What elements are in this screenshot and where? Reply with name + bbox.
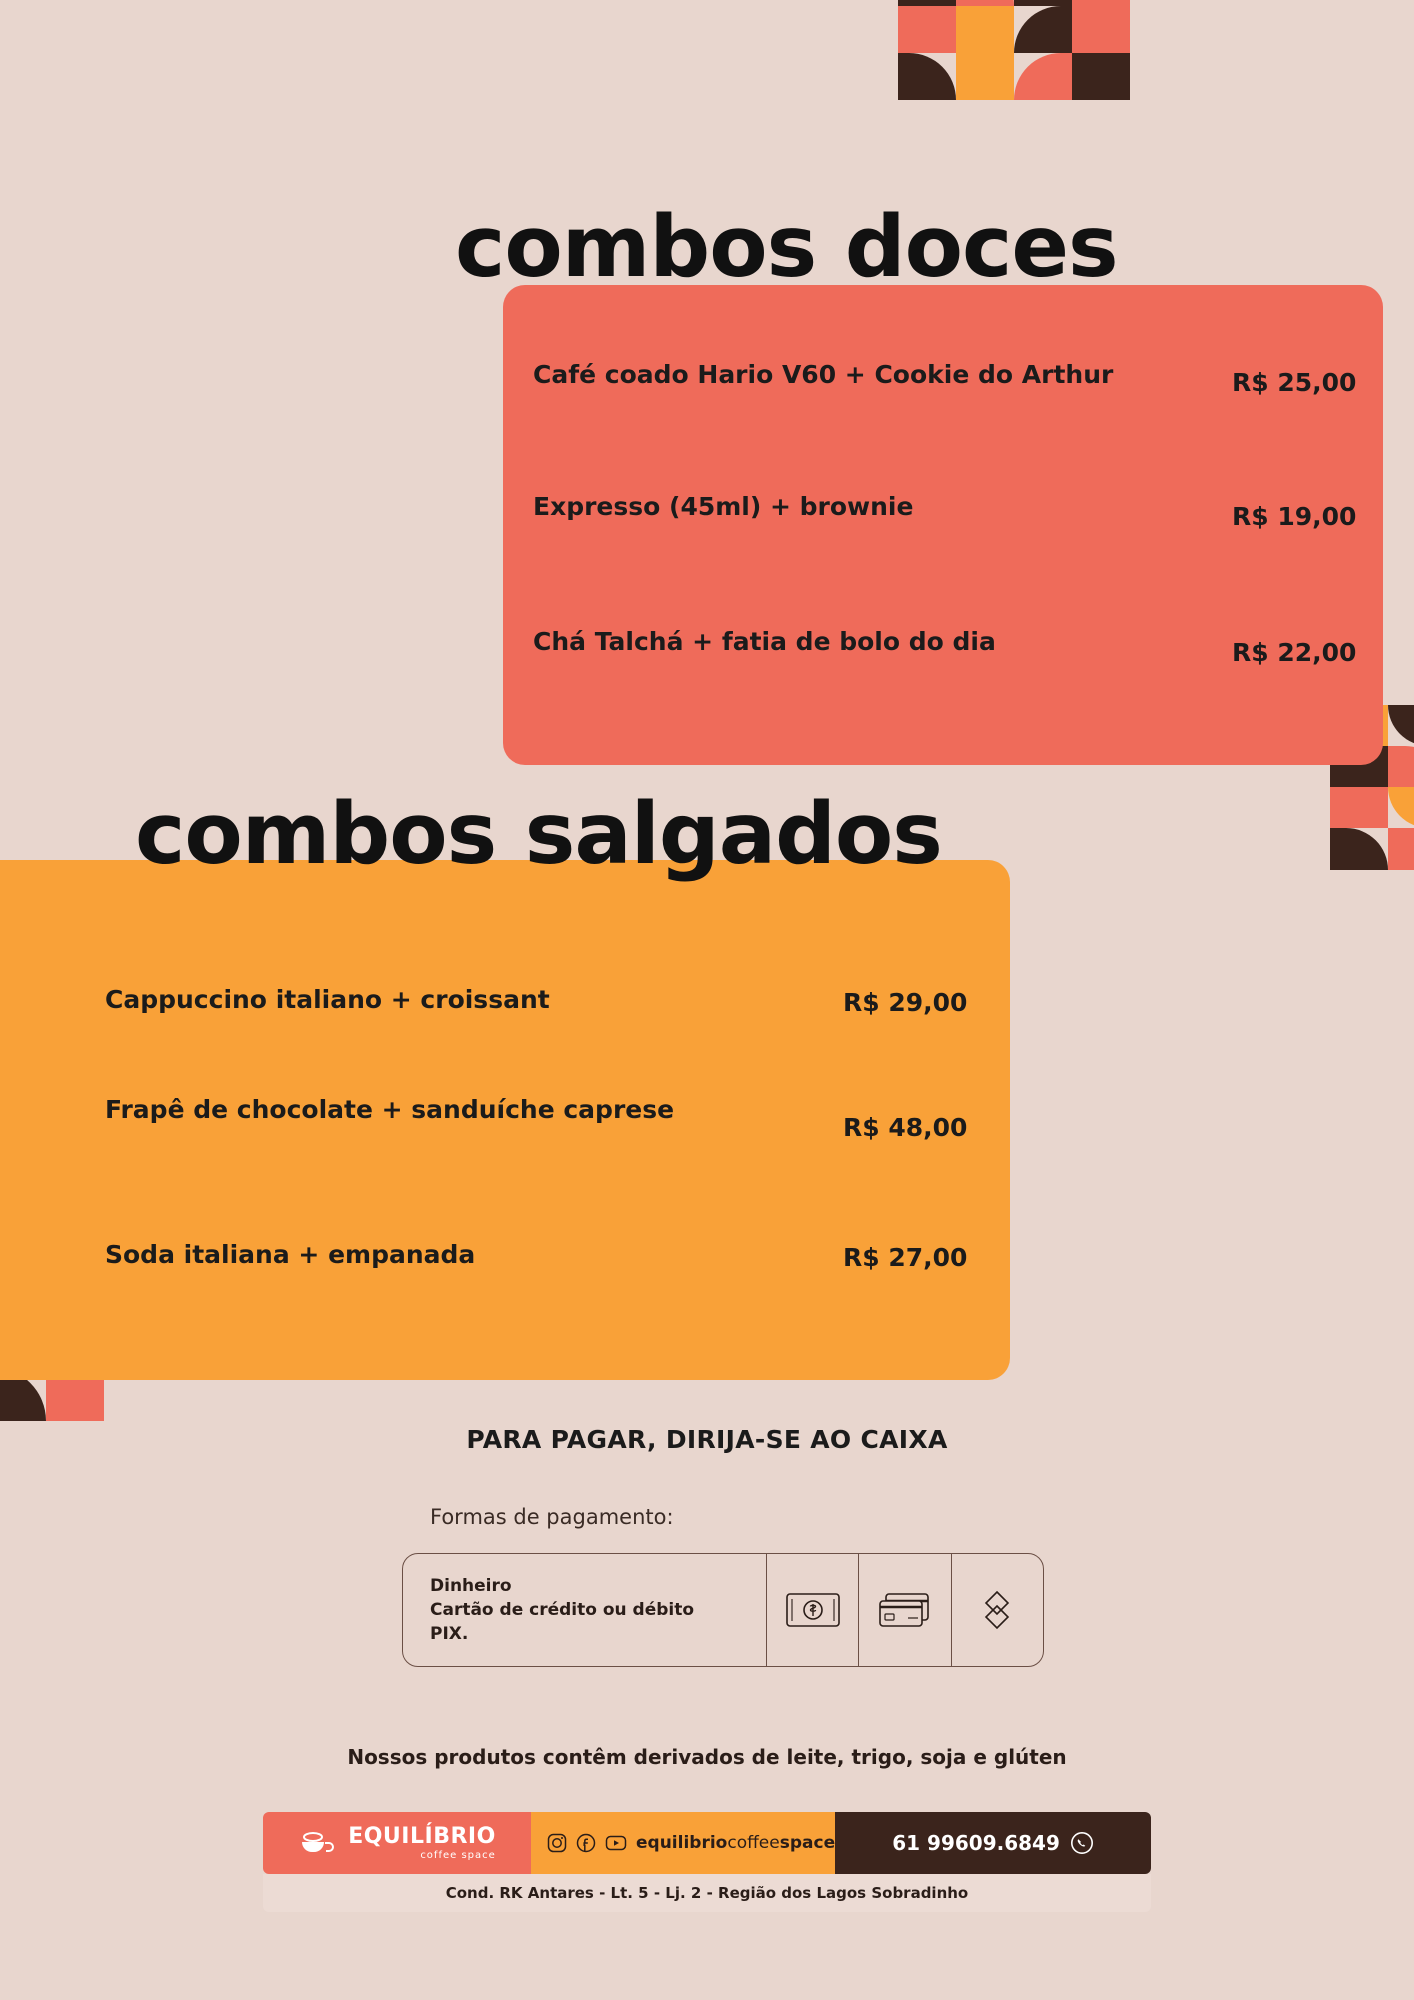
coffee-cup-logo-icon bbox=[298, 1829, 338, 1857]
pattern-cell bbox=[1072, 6, 1130, 53]
brand-name: EQUILÍBRIO bbox=[348, 1823, 496, 1849]
payment-methods-box bbox=[402, 1553, 1044, 1667]
item-label: Frapê de chocolate + sanduíche caprese bbox=[105, 1095, 675, 1124]
salgados-item-name bbox=[105, 1240, 475, 1269]
pattern-cell bbox=[1388, 787, 1414, 828]
item-label: Expresso (45ml) + brownie bbox=[533, 492, 914, 521]
doces-title: combos doces bbox=[455, 198, 1118, 297]
pattern-cell bbox=[898, 53, 956, 100]
credit-card-icon-cell bbox=[859, 1554, 951, 1666]
pattern-cell bbox=[1014, 6, 1072, 53]
phone-number: 61 99609.6849 bbox=[892, 1831, 1060, 1855]
address-text: Cond. RK Antares - Lt. 5 - Lj. 2 - Região dos Lagos Sobradinho bbox=[445, 1884, 969, 1902]
social-block bbox=[531, 1812, 835, 1874]
pattern-cell bbox=[1072, 53, 1130, 100]
payment-subtitle: Formas de pagamento: bbox=[430, 1505, 674, 1529]
pattern-cell bbox=[1388, 828, 1414, 870]
payment-method-item: PIX. bbox=[430, 1624, 469, 1645]
pattern-cell bbox=[1330, 787, 1388, 828]
pattern-cell bbox=[898, 6, 956, 53]
social-handle-suffix: space bbox=[779, 1833, 836, 1853]
salgados-item-name bbox=[105, 985, 550, 1014]
pix-icon-cell bbox=[952, 1554, 1043, 1666]
item-price-label: R$ 22,00 bbox=[1232, 638, 1357, 667]
payment-heading: PARA PAGAR, DIRIJA-SE AO CAIXA bbox=[466, 1425, 948, 1454]
phone-block[interactable] bbox=[835, 1812, 1151, 1874]
doces-item-name bbox=[533, 492, 913, 521]
pix-icon bbox=[975, 1588, 1019, 1632]
pattern-cell bbox=[956, 53, 1014, 100]
cash-icon-cell bbox=[767, 1554, 859, 1666]
salgados-item-price bbox=[843, 1243, 967, 1272]
social-handle-mid: coffee bbox=[727, 1833, 780, 1853]
item-price-label: R$ 25,00 bbox=[1232, 368, 1357, 397]
social-handle-prefix: equilibrio bbox=[636, 1833, 728, 1853]
doces-item-name bbox=[533, 627, 996, 656]
item-label: Soda italiana + empanada bbox=[105, 1240, 476, 1269]
pattern-cell bbox=[1330, 828, 1388, 870]
youtube-icon[interactable] bbox=[605, 1833, 627, 1853]
pattern-cell bbox=[1014, 53, 1072, 100]
brand-block bbox=[263, 1812, 531, 1874]
item-price-label: R$ 19,00 bbox=[1232, 502, 1357, 531]
pattern-cell bbox=[1388, 705, 1414, 746]
cash-icon bbox=[786, 1593, 840, 1627]
item-label: Café coado Hario V60 + Cookie do Arthur bbox=[533, 360, 1114, 389]
salgados-title: combos salgados bbox=[135, 785, 942, 884]
payment-methods-list bbox=[403, 1554, 767, 1666]
instagram-icon[interactable] bbox=[547, 1833, 567, 1853]
payment-method-item: Dinheiro bbox=[430, 1575, 512, 1596]
brand-subtitle: coffee space bbox=[420, 1849, 496, 1861]
whatsapp-icon[interactable] bbox=[1070, 1831, 1094, 1855]
doces-item-price bbox=[1232, 638, 1356, 667]
social-handle bbox=[636, 1833, 835, 1853]
brand-text bbox=[348, 1823, 496, 1861]
address-bar bbox=[263, 1874, 1151, 1912]
salgados-item-price bbox=[843, 988, 967, 1017]
payment-method-item: Cartão de crédito ou débito bbox=[430, 1599, 695, 1620]
item-price-label: R$ 48,00 bbox=[843, 1113, 968, 1142]
credit-card-icon bbox=[878, 1592, 932, 1628]
doces-item-price bbox=[1232, 368, 1356, 397]
facebook-icon[interactable] bbox=[576, 1833, 596, 1853]
salgados-item-name bbox=[105, 1095, 674, 1124]
item-price-label: R$ 27,00 bbox=[843, 1243, 968, 1272]
retro-pattern-top bbox=[898, 0, 1130, 100]
pattern-cell bbox=[1388, 746, 1414, 787]
doces-item-price bbox=[1232, 502, 1356, 531]
doces-item-name bbox=[533, 360, 1113, 389]
allergen-note: Nossos produtos contêm derivados de leite, trigo, soja e glúten bbox=[347, 1745, 1067, 1769]
item-label: Cappuccino italiano + croissant bbox=[105, 985, 550, 1014]
item-price-label: R$ 29,00 bbox=[843, 988, 968, 1017]
item-label: Chá Talchá + fatia de bolo do dia bbox=[533, 627, 996, 656]
footer-bar bbox=[263, 1812, 1151, 1874]
salgados-item-price bbox=[843, 1113, 967, 1142]
pattern-cell bbox=[956, 6, 1014, 53]
